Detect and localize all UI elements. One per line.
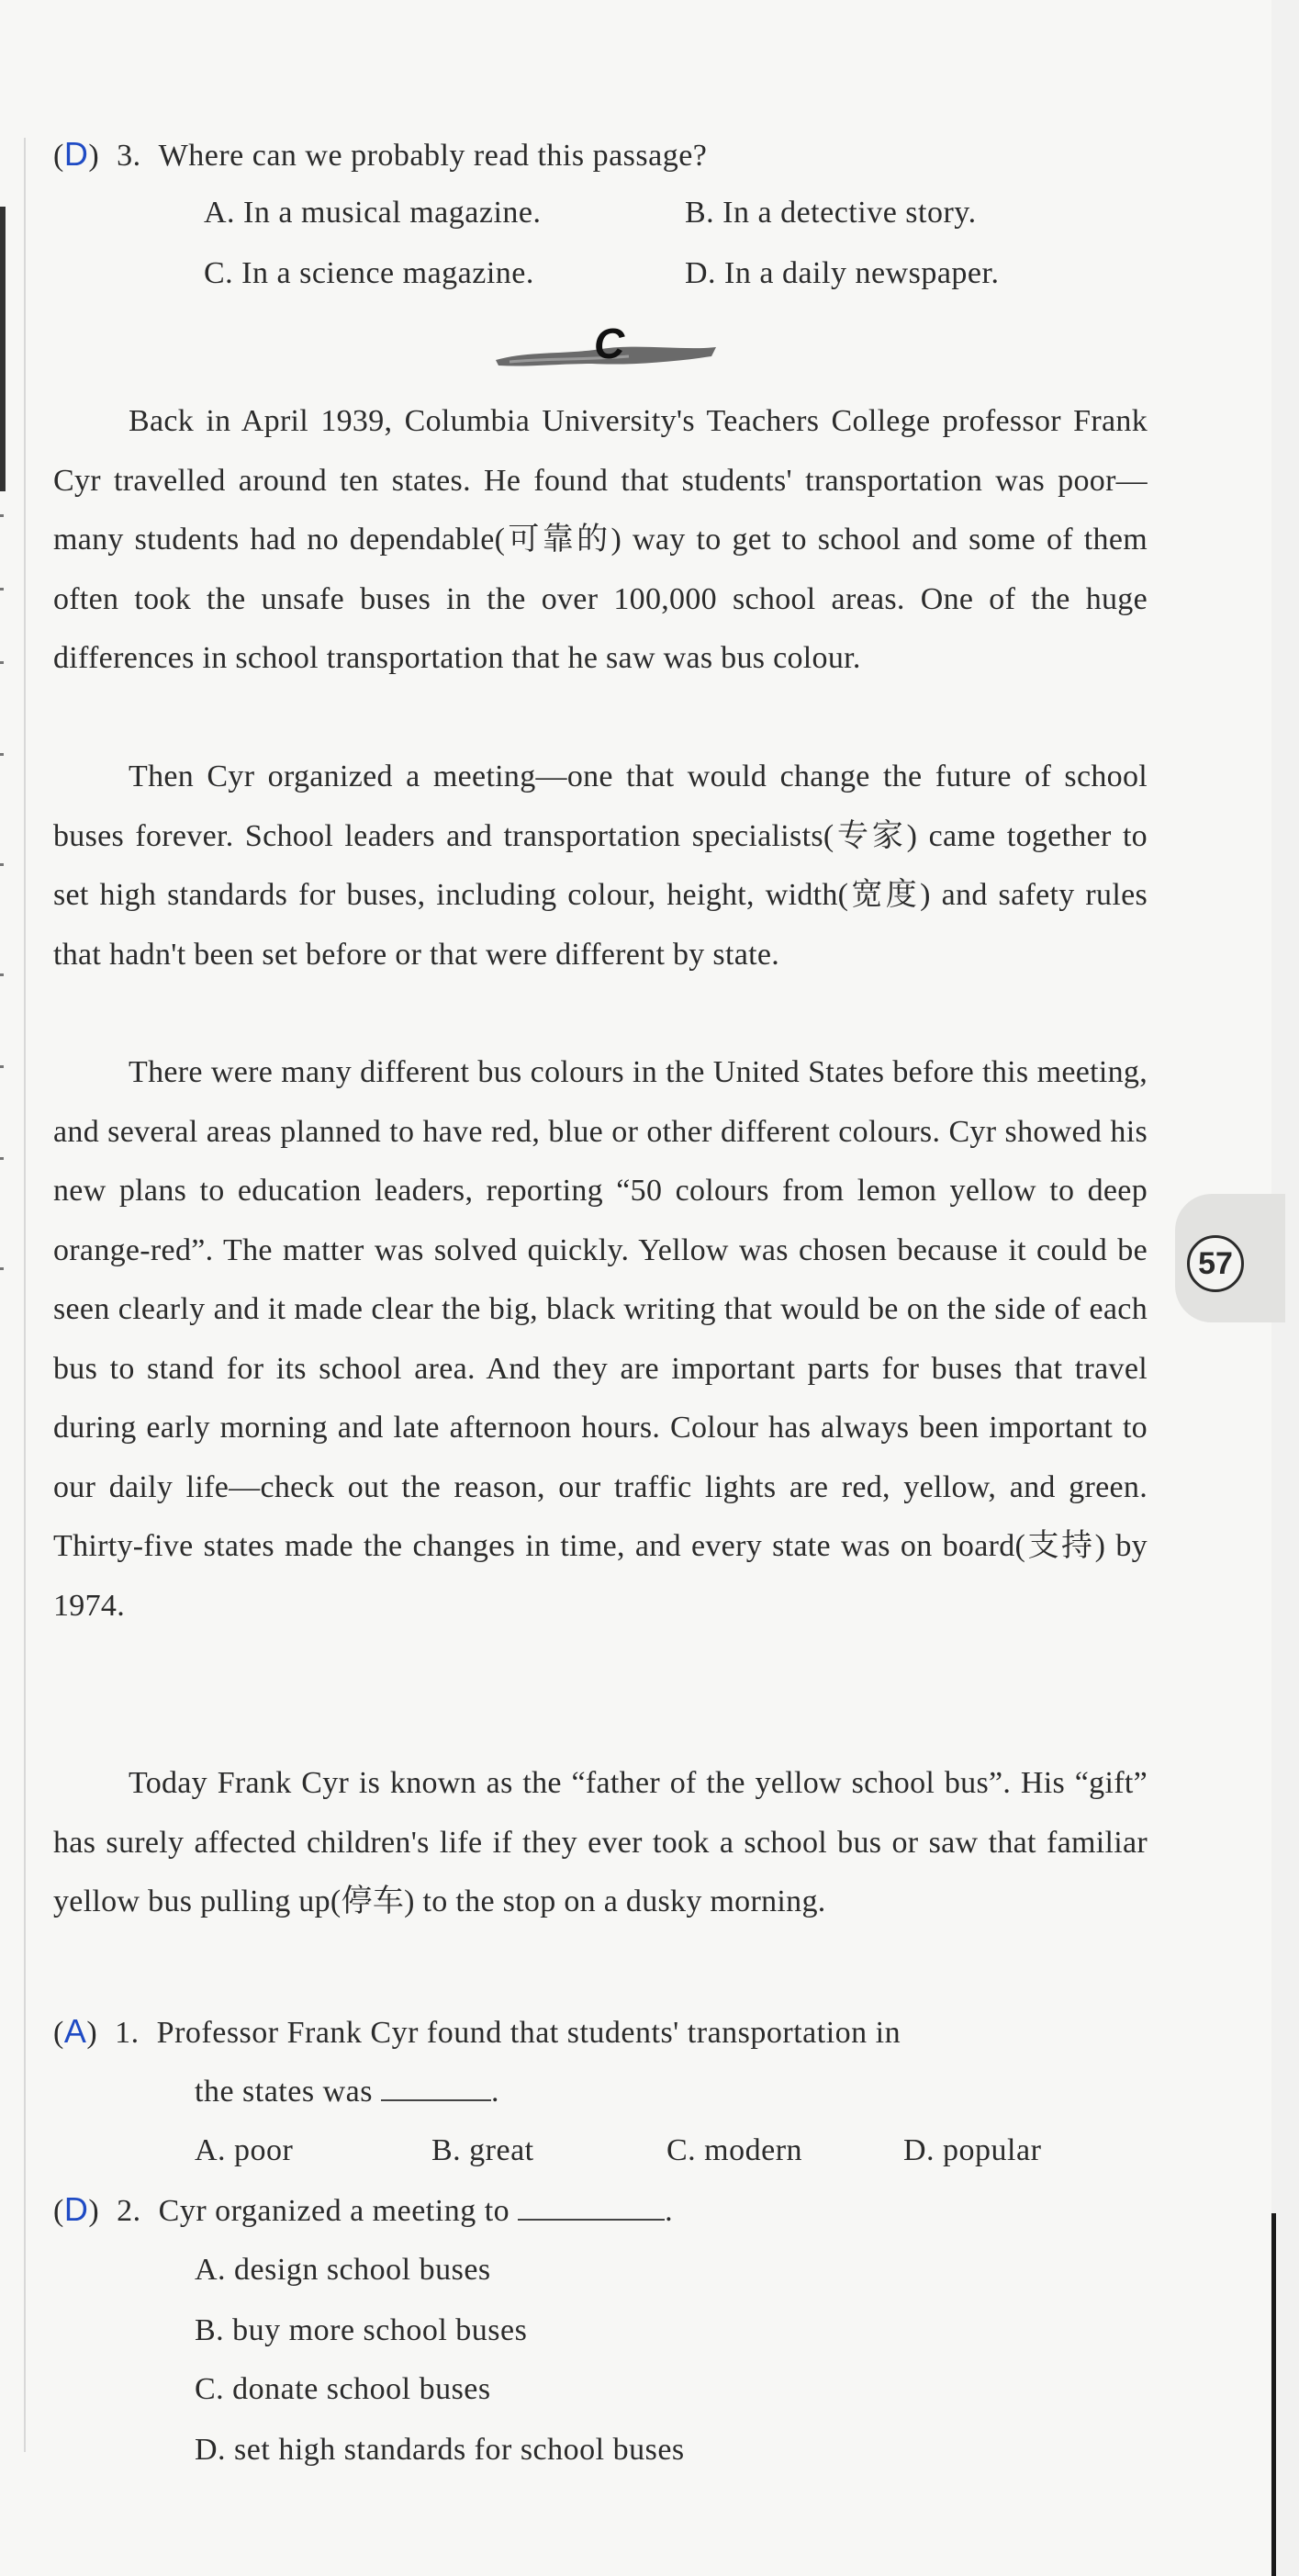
answer-blank [518,2191,665,2221]
question-text: Professor Frank Cyr found that students' transportation in [156,2016,901,2050]
option-b: B. In a detective story. [685,196,977,230]
question-text-cont: the states was [195,2075,373,2109]
question-text: Cyr organized a meeting to [158,2194,510,2228]
question-1-line2 [195,2072,499,2110]
question-end: . [490,2075,499,2109]
page-number: 57 [1187,1235,1244,1292]
option-d: D. In a daily newspaper. [685,256,1000,290]
paragraph-3: There were many different bus colours in the United States before this meeting, and several areas planned to have red, blue or other different colours. Cyr showed his new plans to education leaders, reporting “50 colours from lemon yellow to deep orange-red”. The matter was solved quickly. Yellow was chosen because it could be seen clearly and it made clear the big, black writing that would be on the side of each bus to stand for its school area. And they are important parts for buses that travel during early morning and late afternoon hours. Colour has always been important to our daily life—check out the reason, our traffic lights are red, yellow, and green. Thirty-five states made the changes in time, and every state was on board(支持) by 1974. [53,1055,1148,1623]
question-number: 1. [115,2016,140,2050]
question-number: 2. [117,2194,141,2228]
answer-blank [381,2072,491,2101]
question-1: (A) 1. Professor Frank Cyr found that students' transportation in [53,2012,901,2050]
q1-option-c: C. modern [666,2133,803,2167]
question-end: . [665,2194,674,2228]
q2-option-c: C. donate school buses [195,2372,491,2406]
section-c-logo [491,323,721,377]
paragraph-2: Then Cyr organized a meeting—one that would change the future of school buses forever. School leaders and transportation specialists(专家) came together to set high standards for buses, including colour, height, width(宽度) and safety rules that hadn't been set before or that were different by state. [53,759,1148,972]
margin-rule [24,138,26,2452]
option-c: C. In a science magazine. [204,256,534,290]
page-edge-shadow [1271,2213,1276,2576]
paragraph-4: Today Frank Cyr is known as the “father of the yellow school bus”. His “gift” has surely affected children's life if they ever took a school bus or saw that familiar yellow bus pulling up(停车) to the stop on a dusky morning. [53,1766,1148,1918]
q1-option-d: D. popular [903,2133,1042,2167]
paragraph-1: Back in April 1939, Columbia University's Teachers College professor Frank Cyr travelled around ten states. He found that students' transportation was poor—many students had no dependable(可靠的) way to get to school and some of them often took the unsafe buses in the over 100,000 school areas. One of the huge differences in school transportation that he saw was bus colour. [53,404,1148,675]
q2-option-a: A. design school buses [195,2253,491,2287]
q2-option-d: D. set high standards for school buses [195,2433,685,2467]
section-label: C [594,323,625,367]
q1-option-b: B. great [431,2133,534,2167]
option-a: A. In a musical magazine. [204,196,542,230]
answer-mark: D [63,2190,89,2228]
prev-question: (D) 3. Where can we probably read this passage? [53,135,708,173]
question-number: 3. [117,139,141,173]
q1-option-a: A. poor [195,2133,294,2167]
q2-option-b: B. buy more school buses [195,2313,528,2347]
binding-shadow [0,207,6,491]
answer-mark: A [63,2012,87,2050]
question-2: (D) 2. Cyr organized a meeting to . [53,2190,674,2228]
question-text: Where can we probably read this passage? [158,139,708,173]
answer-mark: D [63,135,89,173]
